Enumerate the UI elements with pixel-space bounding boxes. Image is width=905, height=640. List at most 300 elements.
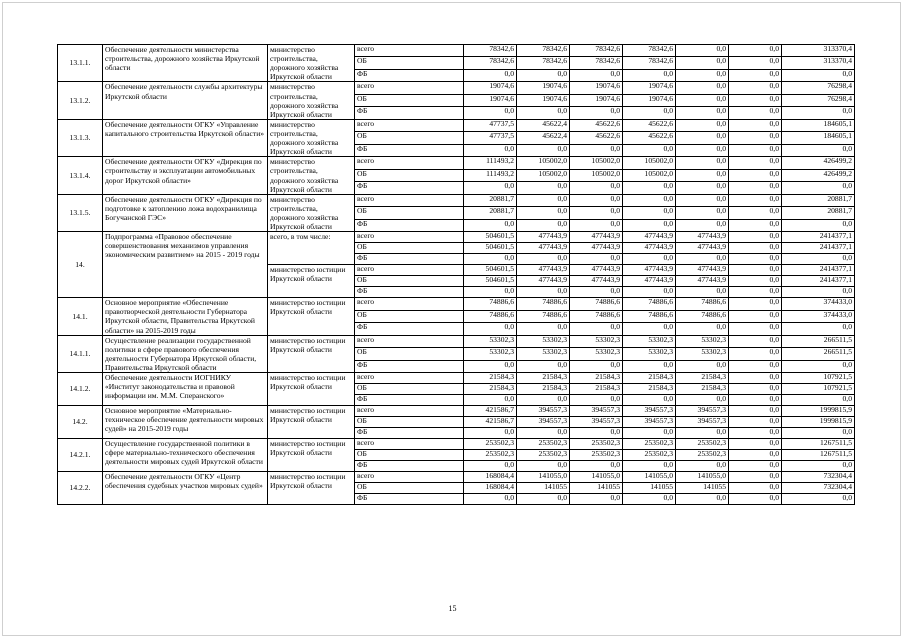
amount-cell: 21584,3 (570, 373, 623, 384)
funding-source: ФБ (355, 395, 464, 406)
amount-cell: 78342,6 (570, 45, 623, 57)
amount-cell: 47737,5 (464, 132, 517, 144)
funding-source: ОБ (355, 450, 464, 461)
amount-cell: 0,0 (676, 82, 729, 94)
executor: министерство строительства, дорожного хозяйства Иркутской области (268, 45, 355, 82)
amount-cell: 74886,6 (570, 298, 623, 310)
amount-cell: 253502,3 (517, 450, 570, 461)
amount-cell: 394557,3 (676, 417, 729, 428)
amount-cell: 78342,6 (464, 45, 517, 57)
amount-cell: 19074,6 (517, 82, 570, 94)
amount-cell: 78342,6 (517, 57, 570, 69)
amount-cell: 0,0 (729, 335, 782, 347)
amount-cell: 0,0 (782, 287, 855, 298)
item-number: 13.1.3. (58, 119, 103, 156)
executor: министерство юстиции Иркутской области (268, 373, 355, 406)
funding-source: всего (355, 45, 464, 57)
table-row (58, 335, 855, 347)
amount-cell: 74886,6 (517, 298, 570, 310)
amount-cell: 141055,0 (623, 472, 676, 483)
amount-cell: 0,0 (676, 194, 729, 206)
amount-cell: 78342,6 (464, 57, 517, 69)
table-row (58, 298, 855, 310)
amount-cell: 0,0 (676, 57, 729, 69)
amount-cell: 107921,5 (782, 384, 855, 395)
amount-cell: 477443,9 (570, 265, 623, 276)
amount-cell: 477443,9 (623, 276, 676, 287)
amount-cell: 53302,3 (517, 348, 570, 360)
amount-cell: 0,0 (676, 157, 729, 169)
amount-cell: 0,0 (570, 360, 623, 373)
amount-cell: 0,0 (676, 287, 729, 298)
amount-cell: 0,0 (729, 132, 782, 144)
amount-cell: 0,0 (676, 169, 729, 181)
amount-cell: 53302,3 (464, 348, 517, 360)
funding-source: ОБ (355, 310, 464, 322)
amount-cell: 0,0 (464, 323, 517, 336)
table-row (58, 439, 855, 450)
amount-cell: 394557,3 (517, 417, 570, 428)
item-number: 13.1.4. (58, 157, 103, 194)
amount-cell: 0,0 (676, 395, 729, 406)
executor: министерство юстиции Иркутской области (268, 439, 355, 472)
amount-cell: 141055 (517, 483, 570, 494)
amount-cell: 0,0 (517, 323, 570, 336)
funding-source: ФБ (355, 254, 464, 265)
amount-cell: 253502,3 (570, 450, 623, 461)
amount-cell: 21584,3 (517, 384, 570, 395)
amount-cell: 504601,5 (464, 232, 517, 243)
amount-cell: 74886,6 (623, 298, 676, 310)
amount-cell: 0,0 (570, 207, 623, 219)
funding-source: ФБ (355, 107, 464, 120)
item-name: Обеспечение деятельности службы архитектуры Иркутской области (103, 82, 268, 119)
amount-cell: 421586,7 (464, 406, 517, 417)
amount-cell: 53302,3 (676, 348, 729, 360)
amount-cell: 141055,0 (676, 472, 729, 483)
funding-source: ФБ (355, 323, 464, 336)
funding-source: всего (355, 194, 464, 206)
amount-cell: 0,0 (676, 94, 729, 106)
amount-cell: 74886,6 (464, 310, 517, 322)
amount-cell: 0,0 (570, 144, 623, 157)
amount-cell: 2414377,1 (782, 265, 855, 276)
amount-cell: 0,0 (729, 219, 782, 232)
funding-source: ФБ (355, 69, 464, 82)
table-row (58, 119, 855, 131)
amount-cell: 74886,6 (570, 310, 623, 322)
amount-cell: 0,0 (623, 207, 676, 219)
amount-cell: 0,0 (729, 169, 782, 181)
amount-cell: 394557,3 (570, 417, 623, 428)
amount-cell: 21584,3 (623, 373, 676, 384)
amount-cell: 0,0 (464, 254, 517, 265)
amount-cell: 184605,1 (782, 119, 855, 131)
executor: министерство юстиции Иркутской области (268, 406, 355, 439)
amount-cell: 168084,4 (464, 483, 517, 494)
amount-cell: 0,0 (623, 287, 676, 298)
amount-cell: 0,0 (729, 472, 782, 483)
amount-cell: 477443,9 (623, 265, 676, 276)
budget-table-body (58, 45, 855, 505)
amount-cell: 0,0 (676, 461, 729, 472)
amount-cell: 0,0 (782, 69, 855, 82)
amount-cell: 477443,9 (570, 276, 623, 287)
amount-cell: 0,0 (729, 57, 782, 69)
amount-cell: 21584,3 (623, 384, 676, 395)
amount-cell: 0,0 (623, 182, 676, 195)
amount-cell: 0,0 (464, 69, 517, 82)
amount-cell: 0,0 (729, 254, 782, 265)
amount-cell: 0,0 (676, 107, 729, 120)
amount-cell: 0,0 (729, 194, 782, 206)
amount-cell: 76298,4 (782, 94, 855, 106)
amount-cell: 0,0 (729, 45, 782, 57)
funding-source: всего (355, 265, 464, 276)
amount-cell: 111493,2 (464, 169, 517, 181)
item-number: 14.1. (58, 298, 103, 335)
amount-cell: 141055,0 (570, 472, 623, 483)
amount-cell: 477443,9 (517, 232, 570, 243)
amount-cell: 53302,3 (570, 335, 623, 347)
amount-cell: 1267511,5 (782, 450, 855, 461)
budget-table (57, 44, 855, 505)
amount-cell: 20881,7 (782, 194, 855, 206)
amount-cell: 21584,3 (464, 384, 517, 395)
amount-cell: 0,0 (464, 107, 517, 120)
item-number: 14.2. (58, 406, 103, 439)
amount-cell: 0,0 (676, 132, 729, 144)
amount-cell: 0,0 (782, 395, 855, 406)
amount-cell: 253502,3 (623, 439, 676, 450)
amount-cell: 105002,0 (623, 157, 676, 169)
amount-cell: 0,0 (676, 45, 729, 57)
amount-cell: 0,0 (570, 219, 623, 232)
item-number: 14.1.1. (58, 335, 103, 372)
amount-cell: 74886,6 (517, 310, 570, 322)
amount-cell: 0,0 (517, 182, 570, 195)
amount-cell: 0,0 (676, 254, 729, 265)
item-name: Обеспечение деятельности ОГКУ «Дирекция по подготовке к затоплению ложа водохранилища Богучанской ГЭС» (103, 194, 268, 231)
amount-cell: 504601,5 (464, 243, 517, 254)
funding-source: ФБ (355, 461, 464, 472)
amount-cell: 2414377,1 (782, 232, 855, 243)
amount-cell: 313370,4 (782, 45, 855, 57)
item-number: 13.1.1. (58, 45, 103, 82)
amount-cell: 0,0 (623, 360, 676, 373)
amount-cell: 253502,3 (570, 439, 623, 450)
amount-cell: 0,0 (623, 194, 676, 206)
amount-cell: 266511,5 (782, 348, 855, 360)
amount-cell: 1999815,9 (782, 417, 855, 428)
amount-cell: 0,0 (729, 483, 782, 494)
funding-source: всего (355, 119, 464, 131)
amount-cell: 0,0 (464, 287, 517, 298)
amount-cell: 426499,2 (782, 169, 855, 181)
table-row (58, 232, 855, 243)
item-name: Обеспечение деятельности ОГКУ «Дирекция по строительству и эксплуатации автомобильных дорог Иркутской области» (103, 157, 268, 194)
amount-cell: 0,0 (782, 107, 855, 120)
amount-cell: 2414377,1 (782, 276, 855, 287)
amount-cell: 374433,0 (782, 310, 855, 322)
amount-cell: 45622,4 (517, 119, 570, 131)
funding-source: ОБ (355, 169, 464, 181)
amount-cell: 0,0 (517, 428, 570, 439)
amount-cell: 477443,9 (517, 243, 570, 254)
funding-source: всего (355, 439, 464, 450)
amount-cell: 0,0 (570, 182, 623, 195)
item-name: Основное мероприятие «Обеспечение правотворческой деятельности Губернатора Иркутской области, Правительства Иркутской области» на 2015-2019 годы (103, 298, 268, 335)
amount-cell: 0,0 (782, 254, 855, 265)
amount-cell: 0,0 (729, 323, 782, 336)
amount-cell: 45622,6 (570, 132, 623, 144)
amount-cell: 21584,3 (676, 384, 729, 395)
table-row (58, 82, 855, 94)
item-name: Подпрограмма «Правовое обеспечение совершенствования механизмов управления экономическим развитием» на 2015 - 2019 годы (103, 232, 268, 298)
table-row (58, 406, 855, 417)
funding-source: ОБ (355, 417, 464, 428)
amount-cell: 253502,3 (464, 450, 517, 461)
amount-cell: 111493,2 (464, 157, 517, 169)
amount-cell: 0,0 (517, 107, 570, 120)
amount-cell: 0,0 (729, 157, 782, 169)
amount-cell: 141055 (623, 483, 676, 494)
table-row (58, 472, 855, 483)
amount-cell: 184605,1 (782, 132, 855, 144)
amount-cell: 0,0 (676, 182, 729, 195)
item-name: Осуществление государственной политики в сфере материально-технического обеспечения деятельности мировых судей Иркутской области (103, 439, 268, 472)
amount-cell: 53302,3 (570, 348, 623, 360)
amount-cell: 477443,9 (676, 243, 729, 254)
amount-cell: 45622,6 (570, 119, 623, 131)
funding-source: всего (355, 298, 464, 310)
amount-cell: 421586,7 (464, 417, 517, 428)
amount-cell: 477443,9 (517, 276, 570, 287)
amount-cell: 0,0 (517, 461, 570, 472)
amount-cell: 0,0 (782, 461, 855, 472)
amount-cell: 53302,3 (676, 335, 729, 347)
amount-cell: 477443,9 (570, 232, 623, 243)
funding-source: ОБ (355, 348, 464, 360)
amount-cell: 74886,6 (464, 298, 517, 310)
amount-cell: 0,0 (729, 119, 782, 131)
amount-cell: 0,0 (729, 69, 782, 82)
amount-cell: 0,0 (729, 287, 782, 298)
amount-cell: 0,0 (676, 207, 729, 219)
amount-cell: 105002,0 (570, 157, 623, 169)
executor: министерство строительства, дорожного хозяйства Иркутской области (268, 157, 355, 194)
executor: министерство строительства, дорожного хозяйства Иркутской области (268, 194, 355, 231)
funding-source: ОБ (355, 243, 464, 254)
funding-source: всего (355, 373, 464, 384)
amount-cell: 74886,6 (623, 310, 676, 322)
amount-cell: 141055,0 (517, 472, 570, 483)
amount-cell: 253502,3 (676, 450, 729, 461)
amount-cell: 19074,6 (623, 82, 676, 94)
amount-cell: 53302,3 (623, 335, 676, 347)
amount-cell: 0,0 (729, 439, 782, 450)
funding-source: ОБ (355, 57, 464, 69)
amount-cell: 53302,3 (517, 335, 570, 347)
amount-cell: 0,0 (676, 144, 729, 157)
amount-cell: 0,0 (676, 219, 729, 232)
amount-cell: 732304,4 (782, 483, 855, 494)
amount-cell: 0,0 (676, 119, 729, 131)
amount-cell: 0,0 (464, 144, 517, 157)
executor: министерство юстиции Иркутской области (268, 472, 355, 505)
item-name: Осуществление реализации государственной политики в сфере правового обеспечения деятельности Губернатора Иркутской области, Правительства Иркутской области (103, 335, 268, 372)
amount-cell: 504601,5 (464, 265, 517, 276)
amount-cell: 253502,3 (464, 439, 517, 450)
amount-cell: 0,0 (570, 461, 623, 472)
funding-source: всего (355, 232, 464, 243)
funding-source: всего (355, 82, 464, 94)
amount-cell: 105002,0 (570, 169, 623, 181)
amount-cell: 78342,6 (623, 45, 676, 57)
amount-cell: 0,0 (570, 395, 623, 406)
amount-cell: 0,0 (570, 194, 623, 206)
amount-cell: 21584,3 (676, 373, 729, 384)
amount-cell: 105002,0 (517, 169, 570, 181)
amount-cell: 253502,3 (623, 450, 676, 461)
amount-cell: 0,0 (517, 144, 570, 157)
table-row (58, 45, 855, 57)
amount-cell: 21584,3 (464, 373, 517, 384)
amount-cell: 0,0 (517, 395, 570, 406)
amount-cell: 0,0 (729, 395, 782, 406)
amount-cell: 0,0 (623, 395, 676, 406)
amount-cell: 19074,6 (464, 94, 517, 106)
amount-cell: 0,0 (570, 323, 623, 336)
amount-cell: 168084,4 (464, 472, 517, 483)
amount-cell: 0,0 (729, 144, 782, 157)
amount-cell: 0,0 (517, 494, 570, 505)
executor: министерство юстиции Иркутской области (268, 265, 355, 298)
amount-cell: 0,0 (729, 107, 782, 120)
funding-source: всего (355, 335, 464, 347)
amount-cell: 74886,6 (676, 310, 729, 322)
funding-source: ОБ (355, 94, 464, 106)
amount-cell: 21584,3 (570, 384, 623, 395)
item-number: 13.1.5. (58, 194, 103, 231)
amount-cell: 74886,6 (676, 298, 729, 310)
amount-cell: 141055 (676, 483, 729, 494)
amount-cell: 266511,5 (782, 335, 855, 347)
funding-source: ОБ (355, 483, 464, 494)
amount-cell: 0,0 (676, 360, 729, 373)
amount-cell: 0,0 (782, 494, 855, 505)
amount-cell: 78342,6 (517, 45, 570, 57)
amount-cell: 0,0 (676, 323, 729, 336)
amount-cell: 107921,5 (782, 373, 855, 384)
amount-cell: 0,0 (464, 494, 517, 505)
amount-cell: 477443,9 (676, 276, 729, 287)
amount-cell: 0,0 (570, 69, 623, 82)
table-row (58, 373, 855, 384)
amount-cell: 477443,9 (676, 232, 729, 243)
amount-cell: 105002,0 (517, 157, 570, 169)
amount-cell: 19074,6 (623, 94, 676, 106)
amount-cell: 477443,9 (676, 265, 729, 276)
item-number: 13.1.2. (58, 82, 103, 119)
amount-cell: 78342,6 (570, 57, 623, 69)
amount-cell: 0,0 (729, 232, 782, 243)
amount-cell: 732304,4 (782, 472, 855, 483)
executor: министерство строительства, дорожного хозяйства Иркутской области (268, 82, 355, 119)
funding-source: ФБ (355, 182, 464, 195)
amount-cell: 53302,3 (623, 348, 676, 360)
amount-cell: 0,0 (729, 82, 782, 94)
amount-cell: 0,0 (517, 207, 570, 219)
item-name: Обеспечение деятельности ИОГНИКУ «Институт законодательства и правовой информации им. М.М. Сперанского» (103, 373, 268, 406)
amount-cell: 19074,6 (517, 94, 570, 106)
amount-cell: 0,0 (676, 494, 729, 505)
amount-cell: 477443,9 (517, 265, 570, 276)
amount-cell: 0,0 (464, 395, 517, 406)
funding-source: ОБ (355, 384, 464, 395)
funding-source: ФБ (355, 219, 464, 232)
funding-source: всего (355, 157, 464, 169)
amount-cell: 253502,3 (676, 439, 729, 450)
item-name: Обеспечение деятельности ОГКУ «Управление капитального строительства Иркутской области» (103, 119, 268, 156)
amount-cell: 0,0 (729, 348, 782, 360)
amount-cell: 0,0 (517, 254, 570, 265)
item-name: Основное мероприятие «Материально-техническое обеспечение деятельности мировых судей» на 2015-2019 годы (103, 406, 268, 439)
amount-cell: 0,0 (729, 276, 782, 287)
amount-cell: 53302,3 (464, 335, 517, 347)
item-number: 14.2.2. (58, 472, 103, 505)
amount-cell: 0,0 (729, 207, 782, 219)
amount-cell: 0,0 (623, 144, 676, 157)
funding-source: ФБ (355, 428, 464, 439)
amount-cell: 0,0 (464, 182, 517, 195)
amount-cell: 394557,3 (570, 406, 623, 417)
amount-cell: 0,0 (729, 450, 782, 461)
amount-cell: 313370,4 (782, 57, 855, 69)
amount-cell: 0,0 (729, 360, 782, 373)
amount-cell: 0,0 (782, 219, 855, 232)
amount-cell: 0,0 (517, 360, 570, 373)
amount-cell: 0,0 (782, 144, 855, 157)
funding-source: ОБ (355, 207, 464, 219)
amount-cell: 47737,5 (464, 119, 517, 131)
amount-cell: 0,0 (623, 254, 676, 265)
amount-cell: 0,0 (570, 107, 623, 120)
executor: министерство юстиции Иркутской области (268, 298, 355, 335)
amount-cell: 394557,3 (623, 406, 676, 417)
funding-source: ФБ (355, 144, 464, 157)
amount-cell: 20881,7 (464, 194, 517, 206)
table-row (58, 157, 855, 169)
amount-cell: 394557,3 (676, 406, 729, 417)
amount-cell: 477443,9 (570, 243, 623, 254)
amount-cell: 19074,6 (570, 94, 623, 106)
funding-source: ОБ (355, 276, 464, 287)
executor: всего, в том числе: (268, 232, 355, 265)
amount-cell: 394557,3 (517, 406, 570, 417)
amount-cell: 0,0 (729, 243, 782, 254)
amount-cell: 0,0 (464, 219, 517, 232)
amount-cell: 1267511,5 (782, 439, 855, 450)
amount-cell: 0,0 (623, 107, 676, 120)
amount-cell: 0,0 (729, 428, 782, 439)
amount-cell: 0,0 (676, 428, 729, 439)
amount-cell: 141055 (570, 483, 623, 494)
executor: министерство строительства, дорожного хозяйства Иркутской области (268, 119, 355, 156)
funding-source: ФБ (355, 360, 464, 373)
amount-cell: 0,0 (623, 69, 676, 82)
amount-cell: 0,0 (464, 428, 517, 439)
